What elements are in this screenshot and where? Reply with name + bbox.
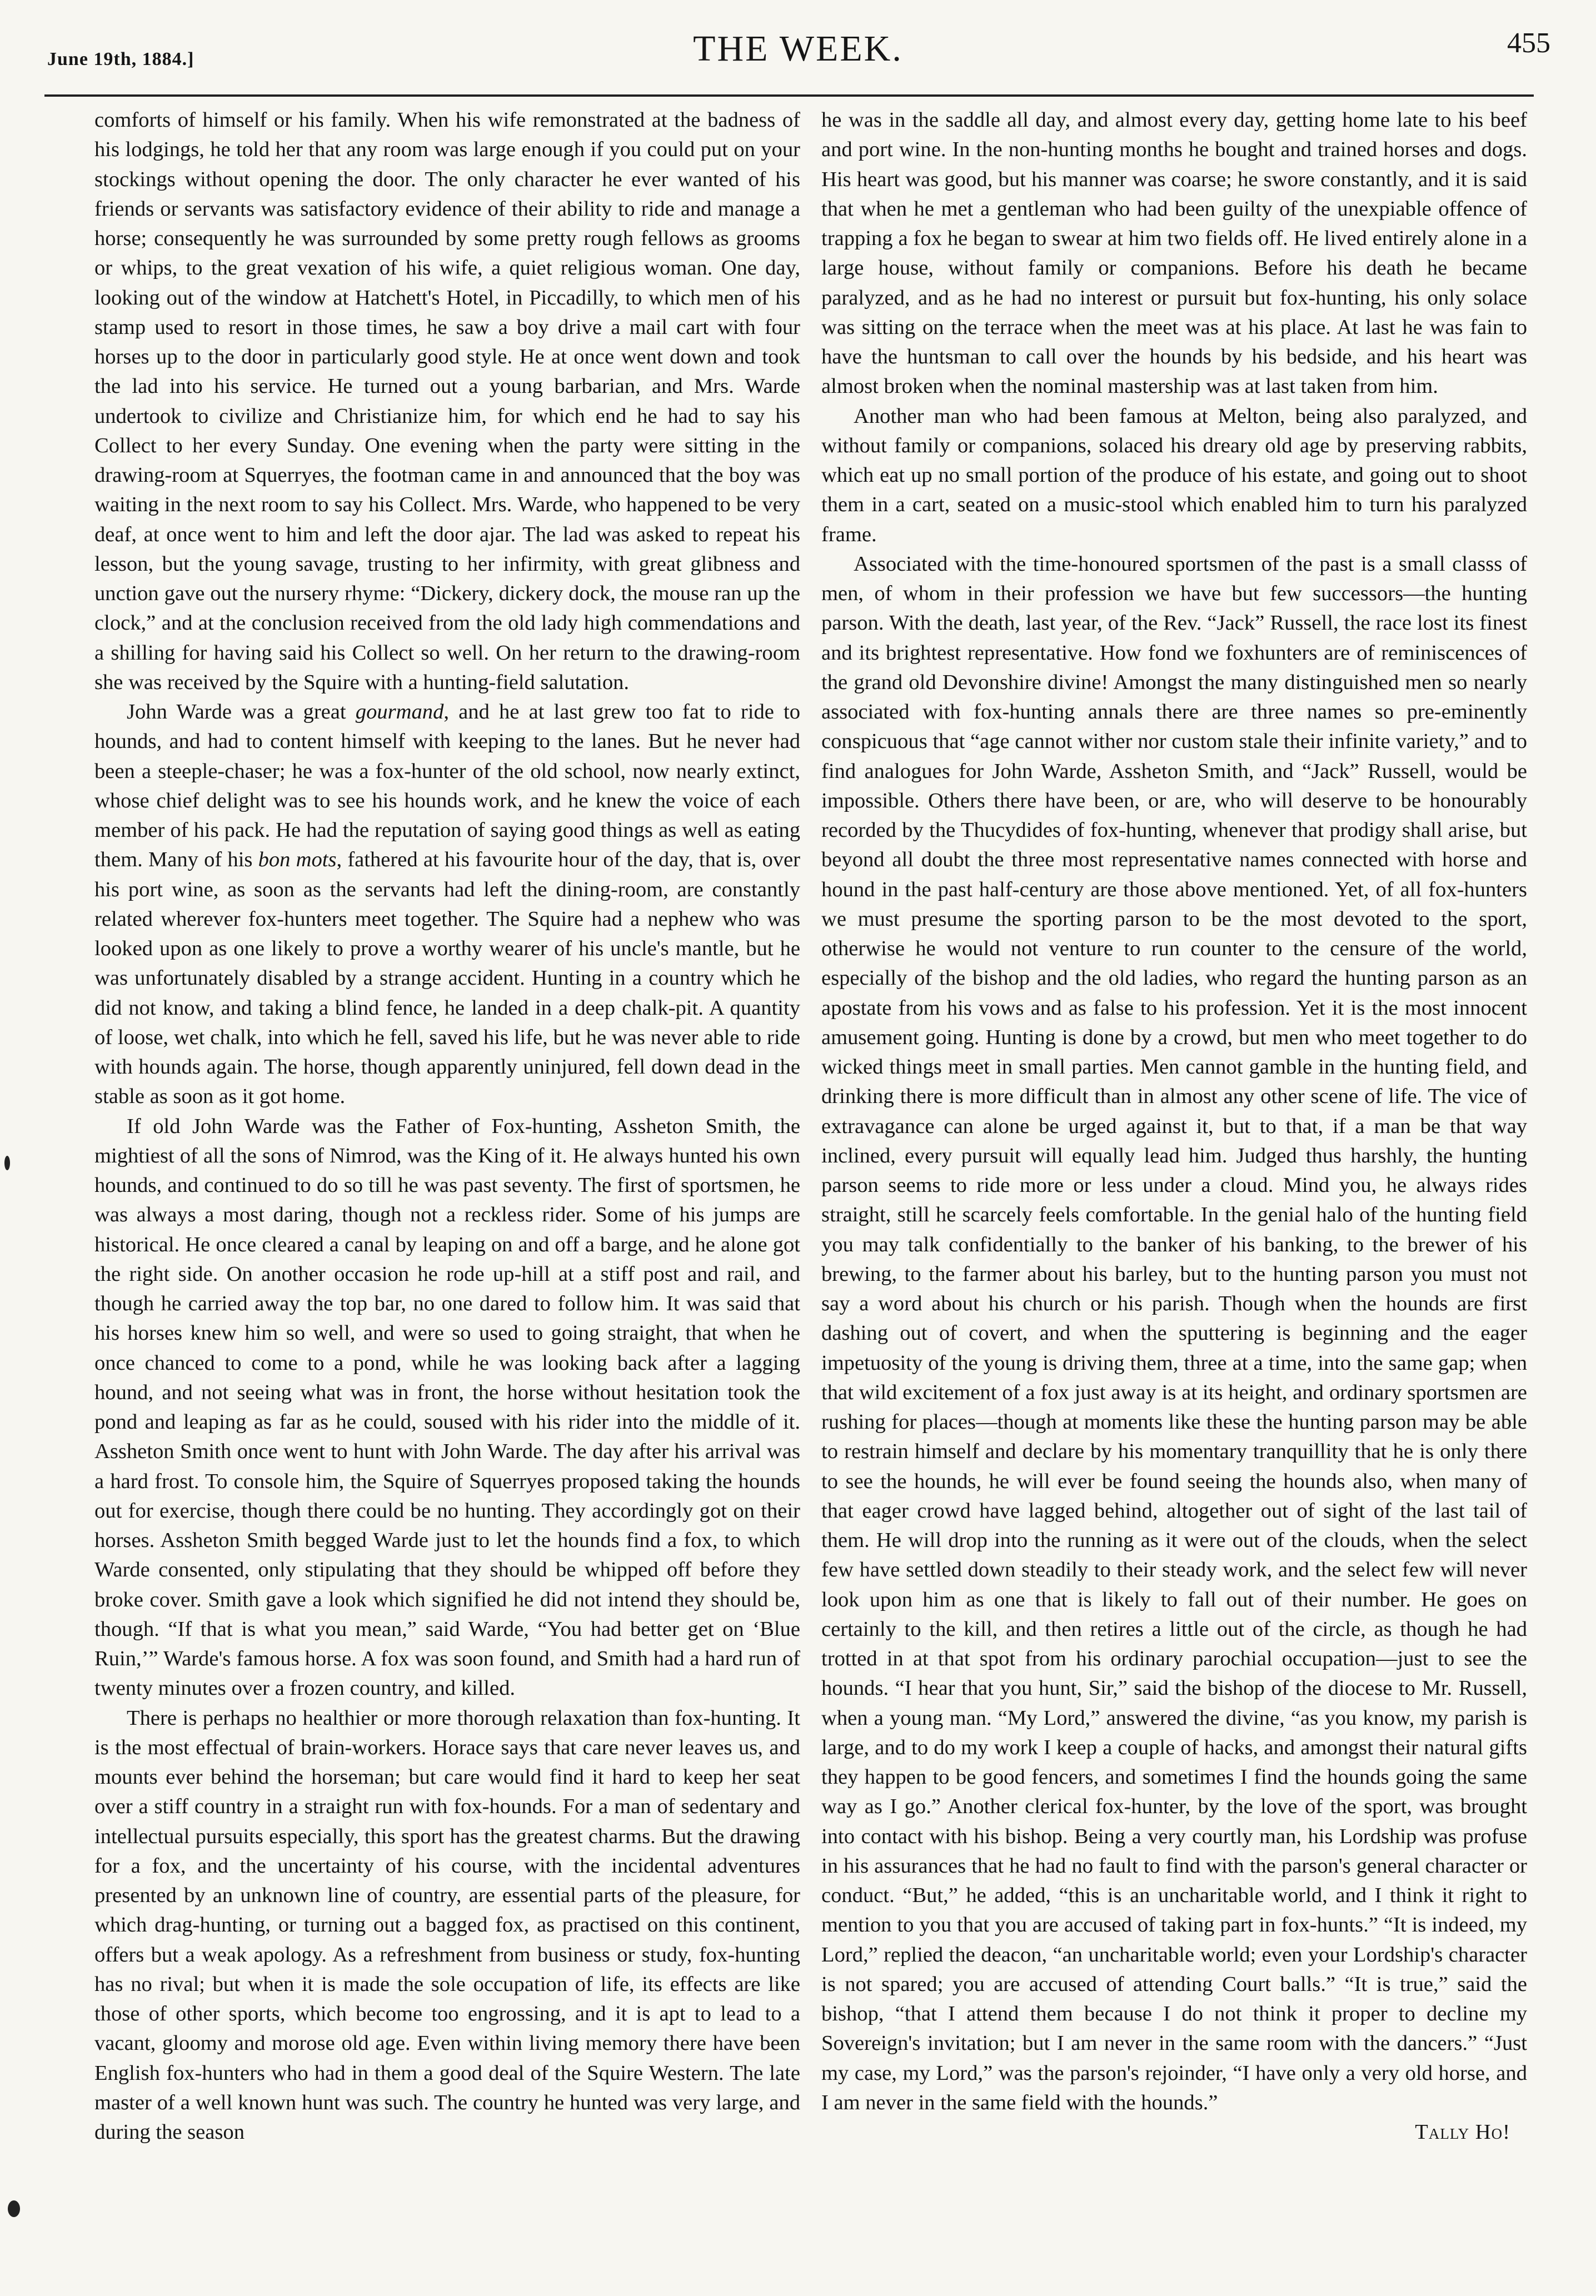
paragraph-text: , fathered at his favourite hour of the day, that is, over his port wine, as soon as the servants had left the dining-room, are constantly related wherever fox-hunters meet together. The Squire had a nephew who was looked upon as one likely to prove a worthy wearer of his uncle's mantle, but he was unfortunately disabled by a strange accident. Hunting in a country which he did not know, and taking a blind fence, he landed in a deep chalk-pit. A quantity of loose, wet chalk, into which he fell, saved his life, but he was never able to ride with hounds again. The horse, though apparently uninjured, fell down dead in the stable as soon as it got home. [94, 848, 800, 1109]
publication-title: THE WEEK. [693, 28, 903, 69]
issue-date: June 19th, 1884.] [47, 49, 194, 69]
header-rule [44, 94, 1534, 97]
paragraph-text: , and he at last grew too fat to ride to hounds, and had to content himself with keeping to the lanes. But he never had been a steeple-chaser; he was a fox-hunter of the old school, now nearly extinct, whose chief delight was to see his hounds work, and he knew the voice of each member of his pack. He had the reputation of saying good things as well as eating them. Many of his [94, 700, 800, 872]
left-column [94, 106, 800, 2147]
paragraph: he was in the saddle all day, and almost every day, getting home late to his beef and port wine. In the non-hunting months he bought and trained horses and dogs. His heart was good, but his manner was coarse; he swore constantly, and it is said that when he met a gentleman who had been guilty of the unexpiable offence of trapping a fox he began to swear at him two fields off. He lived entirely alone in a large house, without family or companions. Before his death he became paralyzed, and as he had no interest or pursuit but fox-hunting, his only solace was sitting on the terrace when the meet was at his place. At last he was fain to have the huntsman to call over the hounds by his bedside, and his heart was almost broken when the nominal mastership was at last taken from him. [821, 108, 1527, 398]
page-number: 455 [1507, 27, 1550, 59]
italic-term: bon mots [258, 848, 337, 872]
right-column [821, 106, 1527, 2147]
paragraph [94, 697, 800, 1112]
paragraph: Associated with the time-honoured sportsmen of the past is a small classs of men, of whom in their profession we have but few successors—the hunting parson. With the death, last year, of the Rev. “Jack” Russell, the race lost its finest and its brightest representative. How fond we foxhunters are of reminiscences of the grand old Devonshire divine! Amongst the many distinguished men so nearly associated with fox-hunting annals there are three names so pre-eminently conspicuous that “age cannot wither nor custom stale their infinite variety,” and to find analogues for John Warde, Assheton Smith, and “Jack” Russell, would be impossible. Others there have been, or are, who will deserve to be honourably recorded by the Thucydides of fox-hunting, whenever that prodigy shall arise, but beyond all doubt the three most representative names connected with horse and hound in the past half-century are those above mentioned. Yet, of all fox-hunters we must presume the sporting parson to be the most devoted to the sport, otherwise he would not venture to run counter to the censure of the world, especially of the bishop and the old ladies, who regard the hunting parson as an apostate from his vows and as false to his profession. Yet it is the most innocent amusement going. Hunting is done by a crowd, but men who meet together to do wicked things meet in small parties. Men cannot gamble in the hunting field, and drinking there is more difficult than in almost any other scene of life. The vice of extravagance can alone be urged against it, but to that, if a man be that way inclined, every pursuit will equally lead him. Judged thus harshly, the hunting parson seems to ride more or less under a cloud. Mind you, he always rides straight, still he scarcely feels comfortable. In the genial halo of the hunting field you may talk confidentially to the banker of his banking, to the brewer of his brewing, to the farmer about his barley, but to the hunting parson you must not say a word about his church or his parish. Though when the hounds are first dashing out of covert, and when the sputtering is beginning and the eager impetuosity of the young is driving them, three at a time, into the same gap; when that wild excitement of a fox just away is at its height, and ordinary sportsmen are rushing for places—though at moments like these the hunting parson may be able to restrain himself and declare by his momentary tranquillity that he is only there to see the hounds, he will ever be found seeing the hounds also, when many of that eager crowd have lagged behind, altogether out of sight of the last tail of them. He will drop into the running as it were out of the clouds, when the select few have settled down steadily to their steady work, and the select few will never look upon him as one that is likely to fall out of their number. He goes on certainly to the kill, and then retires a little out of the circle, as though he had trotted in at that spot from his ordinary parochial occupation—just to see the hounds. “I hear that you hunt, Sir,” said the bishop of the diocese to Mr. Russell, when a young man. “My Lord,” answered the divine, “as you know, my parish is large, and to do my work I keep a couple of hacks, and amongst their natural gifts they happen to be good fencers, and sometimes I find the hounds going the same way as I go.” Another clerical fox-hunter, by the love of the sport, was brought into contact with his bishop. Being a very courtly man, his Lordship was profuse in his assurances that he had no fault to find with the parson's general character or conduct. “But,” he added, “this is an uncharitable world, and I think it right to mention to you that you are accused of taking part in fox-hunts.” “It is indeed, my Lord,” replied the deacon, “an uncharitable world; even your Lordship's character is not spared; you are accused of attending Court balls.” “It is true,” said the bishop, “that I attend them because I do not think it proper to decline my Sovereign's invitation; but I am never in the same room with the dancers.” “Just my case, my Lord,” was the parson's rejoinder, “I have only a very old horse, and I am never in the same field with the hounds.” [821, 552, 1527, 2114]
paragraph: Another man who had been famous at Melton, being also paralyzed, and without family or companions, solaced his dreary old age by preserving rabbits, which eat up no small portion of the produce of his estate, and going out to shoot them in a cart, seated on a music-stool which enabled him to turn his paralyzed frame. [821, 404, 1527, 546]
paragraph: comforts of himself or his family. When his wife remonstrated at the badness of his lodgings, he told her that any room was large enough if you could put on your stockings without opening the door. The only character he ever wanted of his friends or servants was satisfactory evidence of their ability to ride and manage a horse; consequently he was surrounded by some pretty rough fellows as grooms or whips, to the great vexation of his wife, a quiet religious woman. One day, looking out of the window at Hatchett's Hotel, in Piccadilly, to which men of his stamp used to resort in those times, he saw a boy drive a mail cart with four horses up to the door in particularly good style. He at once went down and took the lad into his service. He turned out a young barbarian, and Mrs. Warde undertook to civilize and Christianize him, for which end he had to say his Collect to her every Sunday. One evening when the party were sitting in the drawing-room at Squerryes, the footman came in and announced that the boy was waiting in the next room to say his Collect. Mrs. Warde, who happened to be very deaf, at once went to him and left the door ajar. The lad was asked to repeat his lesson, but the young savage, trusting to her infirmity, with great glibness and unction gave out the nursery rhyme: “Dickery, dickery dock, the mouse ran up the clock,” and at the conclusion received from the old lady high commendations and a shilling for having said his Collect so well. On her return to the drawing-room she was received by the Squire with a hunting-field salutation. [94, 108, 800, 694]
paragraph: There is perhaps no healthier or more thorough relaxation than fox-hunting. It is the most effectual of brain-workers. Horace says that care never leaves us, and mounts ever behind the horseman; but care would find it hard to keep her seat over a stiff country in a straight run with fox-hounds. For a man of sedentary and intellectual pursuits especially, this sport has the greatest charms. But the drawing for a fox, and the uncertainty of his course, with the incidental adventures presented by an unknown line of country, are essential parts of the pleasure, for which drag-hunting, or turning out a bagged fox, as practised on this continent, offers but a weak apology. As a refreshment from business or study, fox-hunting has no rival; but when it is made the sole occupation of life, its effects are like those of other sports, which become too engrossing, and it is apt to lead to a vacant, gloomy and morose old age. Even within living memory there have been English fox-hunters who had in them a good deal of the Squire Western. The late master of a well known hunt was such. The country he hunted was very large, and during the season [94, 1706, 800, 2144]
scan-mark [4, 1156, 10, 1170]
italic-term: gourmand [355, 700, 444, 723]
ink-spot [8, 2200, 20, 2217]
signoff: Tally Ho! [1415, 2120, 1510, 2144]
paragraph: If old John Warde was the Father of Fox-hunting, Assheton Smith, the mightiest of all the sons of Nimrod, was the King of it. He always hunted his own hounds, and continued to do so till he was past seventy. The first of sportsmen, he was always a most daring, though not a reckless rider. Some of his jumps are historical. He once cleared a canal by leaping on and off a barge, and he alone got the right side. On another occasion he rode up-hill at a stiff post and rail, and though he carried away the top bar, no one dared to follow him. It was said that his horses knew him so well, and were so used to going straight, that when he once chanced to come to a pond, while he was looking back after a lagging hound, and not seeing what was in front, the horse without hesitation took the pond and leaping as far as he could, soused with his rider into the middle of it. Assheton Smith once went to hunt with John Warde. The day after his arrival was a hard frost. To console him, the Squire of Squerryes proposed taking the hounds out for exercise, though there could be no hunting. They accordingly got on their horses. Assheton Smith begged Warde just to let the hounds find a fox, to which Warde consented, only stipulating that they should be whipped off before they broke cover. Smith gave a look which signified he did not intend they should be, though. “If that is what you mean,” said Warde, “You had better get on ‘Blue Ruin,’” Warde's famous horse. A fox was soon found, and Smith had a hard run of twenty minutes over a frozen country, and killed. [94, 1114, 800, 1700]
page-header [0, 0, 1596, 97]
paragraph-text: John Warde was a great [127, 700, 356, 723]
